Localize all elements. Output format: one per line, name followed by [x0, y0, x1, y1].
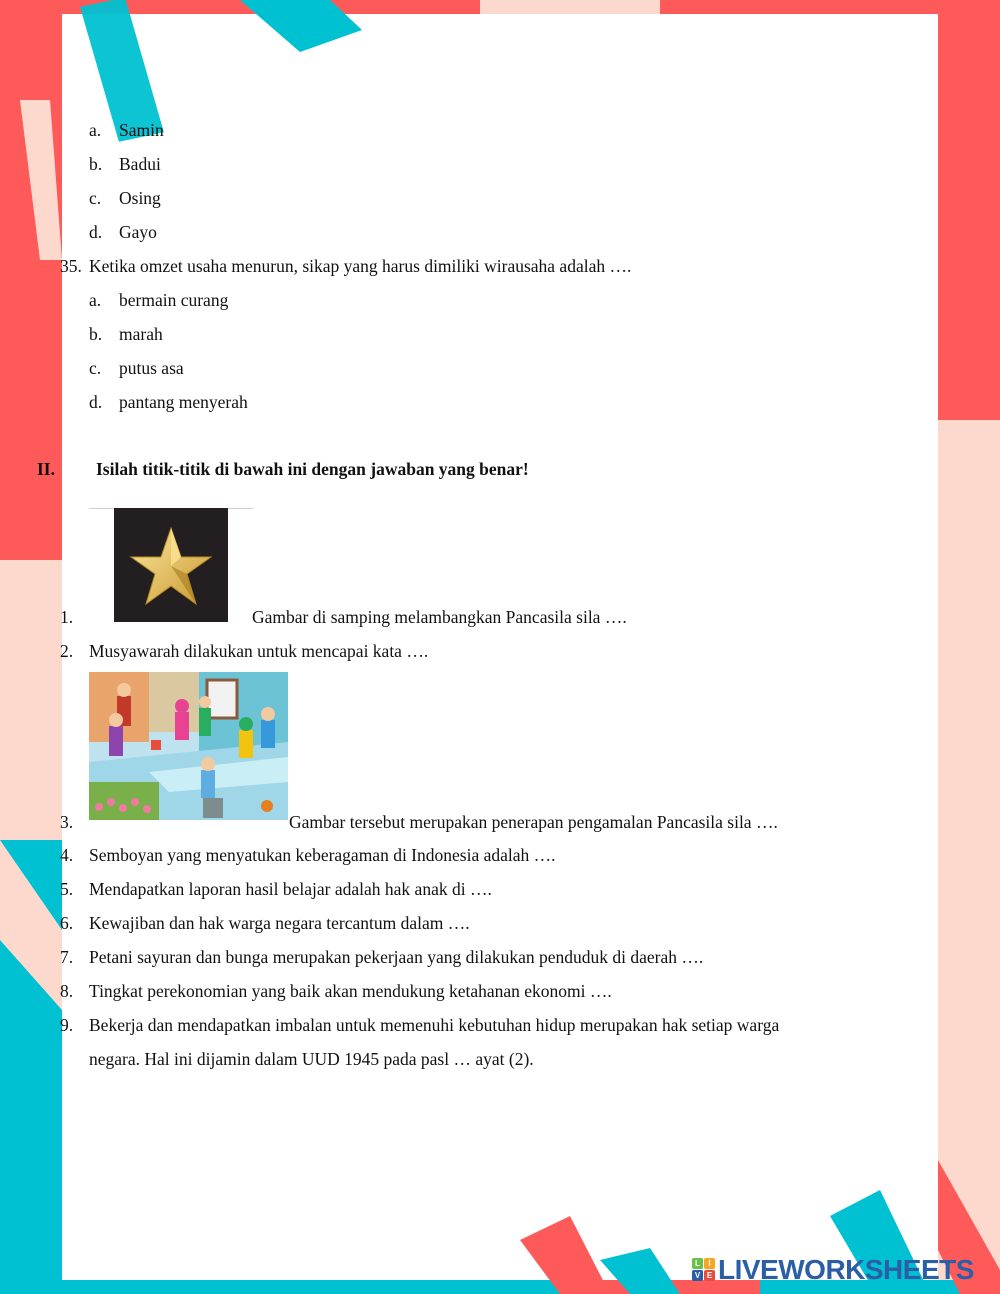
option-letter: d. — [89, 392, 103, 412]
option-letter: b. — [89, 324, 103, 344]
logo-mark-icon — [692, 1258, 716, 1282]
cleaning-scene-illustration — [89, 672, 288, 820]
logo-mark-letter: E — [704, 1270, 715, 1281]
logo-mark-letter: I — [704, 1258, 715, 1269]
question-text: Ketika omzet usaha menurun, sikap yang harus dimiliki wirausaha adalah …. — [89, 256, 632, 276]
item-text: Bekerja dan mendapatkan imbalan untuk memenuhi kebutuhan hidup merupakan hak setiap warga — [89, 1015, 780, 1035]
item-number: 9. — [60, 1015, 74, 1035]
option-text: marah — [119, 324, 163, 344]
option-letter: c. — [89, 358, 102, 378]
logo-mark-letter: L — [692, 1258, 703, 1269]
item-text: Gambar tersebut merupakan penerapan pengamalan Pancasila sila …. — [289, 812, 778, 832]
option-text: Osing — [119, 188, 161, 208]
option-text: Badui — [119, 154, 161, 174]
option-letter: a. — [89, 290, 102, 310]
item-text: Semboyan yang menyatukan keberagaman di Indonesia adalah …. — [89, 845, 556, 865]
section-number: II. — [37, 459, 55, 479]
option-text: bermain curang — [119, 290, 229, 310]
star-icon — [114, 508, 228, 622]
question-number: 35. — [60, 256, 82, 276]
section-title: Isilah titik-titik di bawah ini dengan jawaban yang benar! — [96, 459, 529, 479]
item-text: Mendapatkan laporan hasil belajar adalah hak anak di …. — [89, 879, 492, 899]
item-text: Gambar di samping melambangkan Pancasila sila …. — [252, 607, 627, 627]
item-text: Petani sayuran dan bunga merupakan pekerjaan yang dilakukan penduduk di daerah …. — [89, 947, 704, 967]
item-text: Kewajiban dan hak warga negara tercantum dalam …. — [89, 913, 470, 933]
item-text: Tingkat perekonomian yang baik akan mendukung ketahanan ekonomi …. — [89, 981, 612, 1001]
option-text: pantang menyerah — [119, 392, 248, 412]
item-number: 2. — [60, 641, 74, 661]
item-number: 4. — [60, 845, 74, 865]
option-letter: c. — [89, 188, 102, 208]
item-text-continuation: negara. Hal ini dijamin dalam UUD 1945 pada pasl … ayat (2). — [89, 1049, 534, 1069]
option-letter: d. — [89, 222, 103, 242]
option-text: putus asa — [119, 358, 184, 378]
liveworksheets-logo[interactable] — [692, 1254, 974, 1286]
item-number: 6. — [60, 913, 74, 933]
item-number: 1. — [60, 607, 74, 627]
item-number: 7. — [60, 947, 74, 967]
option-letter: b. — [89, 154, 103, 174]
logo-mark-letter: V — [692, 1270, 703, 1281]
option-text: Gayo — [119, 222, 157, 242]
logo-text: LIVEWORKSHEETS — [718, 1254, 974, 1285]
item-number: 5. — [60, 879, 74, 899]
item-number: 3. — [60, 812, 74, 832]
item-text: Musyawarah dilakukan untuk mencapai kata …. — [89, 641, 429, 661]
option-letter: a. — [89, 120, 102, 140]
option-text: Samin — [119, 120, 164, 140]
item-number: 8. — [60, 981, 74, 1001]
